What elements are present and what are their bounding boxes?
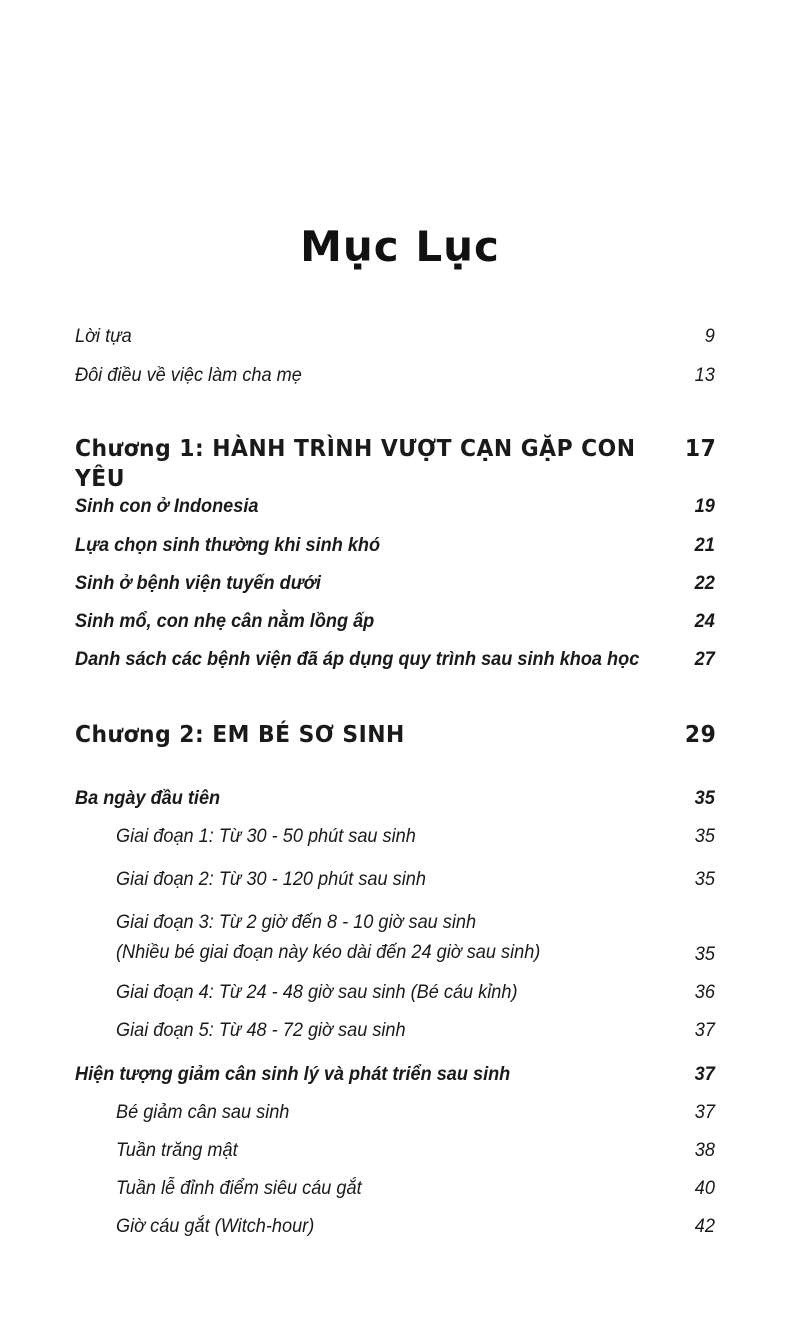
section-entry[interactable]: [75, 1059, 715, 1089]
chapter-page: 29: [684, 722, 717, 748]
entry-page: 9: [704, 325, 715, 347]
entry-label: Giờ cáu gắt (Witch-hour): [116, 1215, 315, 1237]
page-title: Mục Lục: [300, 222, 500, 271]
entry-page: 35: [694, 787, 715, 809]
entry-label: Danh sách các bệnh viện đã áp dụng quy trình sau sinh khoa học: [75, 648, 640, 670]
entry-page: 35: [694, 943, 715, 965]
toc-entry[interactable]: [75, 530, 715, 560]
entry-page: 27: [694, 648, 715, 670]
chapter-heading[interactable]: [75, 720, 717, 750]
entry-page: 35: [694, 825, 715, 847]
toc-entry[interactable]: [116, 1135, 715, 1165]
chapter-label: Chương 2: EM BÉ SƠ SINH: [75, 722, 405, 748]
entry-label: Sinh con ở Indonesia: [75, 495, 259, 517]
toc-entry[interactable]: [75, 644, 715, 674]
entry-label: Sinh ở bệnh viện tuyến dưới: [75, 572, 321, 594]
chapter-heading[interactable]: [75, 434, 717, 492]
toc-entry[interactable]: [116, 977, 715, 1007]
toc-entry[interactable]: [116, 1173, 715, 1203]
toc-entry[interactable]: [75, 606, 715, 636]
entry-page: 37: [694, 1063, 715, 1085]
entry-page: 21: [694, 534, 715, 556]
entry-label: Giai đoạn 2: Từ 30 - 120 phút sau sinh: [116, 868, 426, 890]
toc-entry[interactable]: [116, 864, 715, 894]
entry-label: Giai đoạn 4: Từ 24 - 48 giờ sau sinh (Bé cáu kỉnh): [116, 981, 518, 1003]
entry-page: 24: [694, 610, 715, 632]
entry-page: 19: [694, 495, 715, 517]
toc-entry[interactable]: [116, 1015, 715, 1045]
entry-label: Lời tựa: [75, 325, 132, 347]
toc-entry[interactable]: [75, 360, 715, 390]
entry-label: Giai đoạn 3: Từ 2 giờ đến 8 - 10 giờ sau sinh: [116, 911, 477, 933]
entry-label-continued: (Nhiều bé giai đoạn này kéo dài đến 24 giờ sau sinh): [116, 941, 541, 963]
toc-entry[interactable]: [75, 321, 715, 351]
entry-label: Sinh mổ, con nhẹ cân nằm lồng ấp: [75, 610, 375, 632]
toc-entry[interactable]: [75, 568, 715, 598]
section-entry[interactable]: [75, 783, 715, 813]
toc-entry[interactable]: [116, 1211, 715, 1241]
entry-page: 35: [694, 868, 715, 890]
entry-label: Lựa chọn sinh thường khi sinh khó: [75, 534, 381, 556]
entry-label: Hiện tượng giảm cân sinh lý và phát triển sau sinh: [75, 1063, 511, 1085]
entry-page: 36: [694, 981, 715, 1003]
entry-page: 37: [694, 1019, 715, 1041]
chapter-page: 17: [684, 436, 717, 462]
entry-page: 37: [694, 1101, 715, 1123]
entry-label: Ba ngày đầu tiên: [75, 787, 221, 809]
entry-page: 13: [694, 364, 715, 386]
entry-label: Tuần trăng mật: [116, 1139, 238, 1161]
entry-page: 42: [694, 1215, 715, 1237]
entry-page: 38: [694, 1139, 715, 1161]
toc-entry[interactable]: [116, 907, 715, 971]
toc-entry[interactable]: [116, 1097, 715, 1127]
chapter-label: Chương 1: HÀNH TRÌNH VƯỢT CẠN GẶP CON YÊU: [75, 436, 636, 492]
entry-label: Bé giảm cân sau sinh: [116, 1101, 290, 1123]
entry-page: 40: [694, 1177, 715, 1199]
entry-label: Giai đoạn 5: Từ 48 - 72 giờ sau sinh: [116, 1019, 406, 1041]
entry-label: Đôi điều về việc làm cha mẹ: [75, 364, 302, 386]
entry-page: 22: [694, 572, 715, 594]
toc-entry[interactable]: [75, 491, 715, 521]
entry-label: Tuần lễ đỉnh điểm siêu cáu gắt: [116, 1177, 362, 1199]
toc-entry[interactable]: [116, 821, 715, 851]
entry-label: Giai đoạn 1: Từ 30 - 50 phút sau sinh: [116, 825, 416, 847]
